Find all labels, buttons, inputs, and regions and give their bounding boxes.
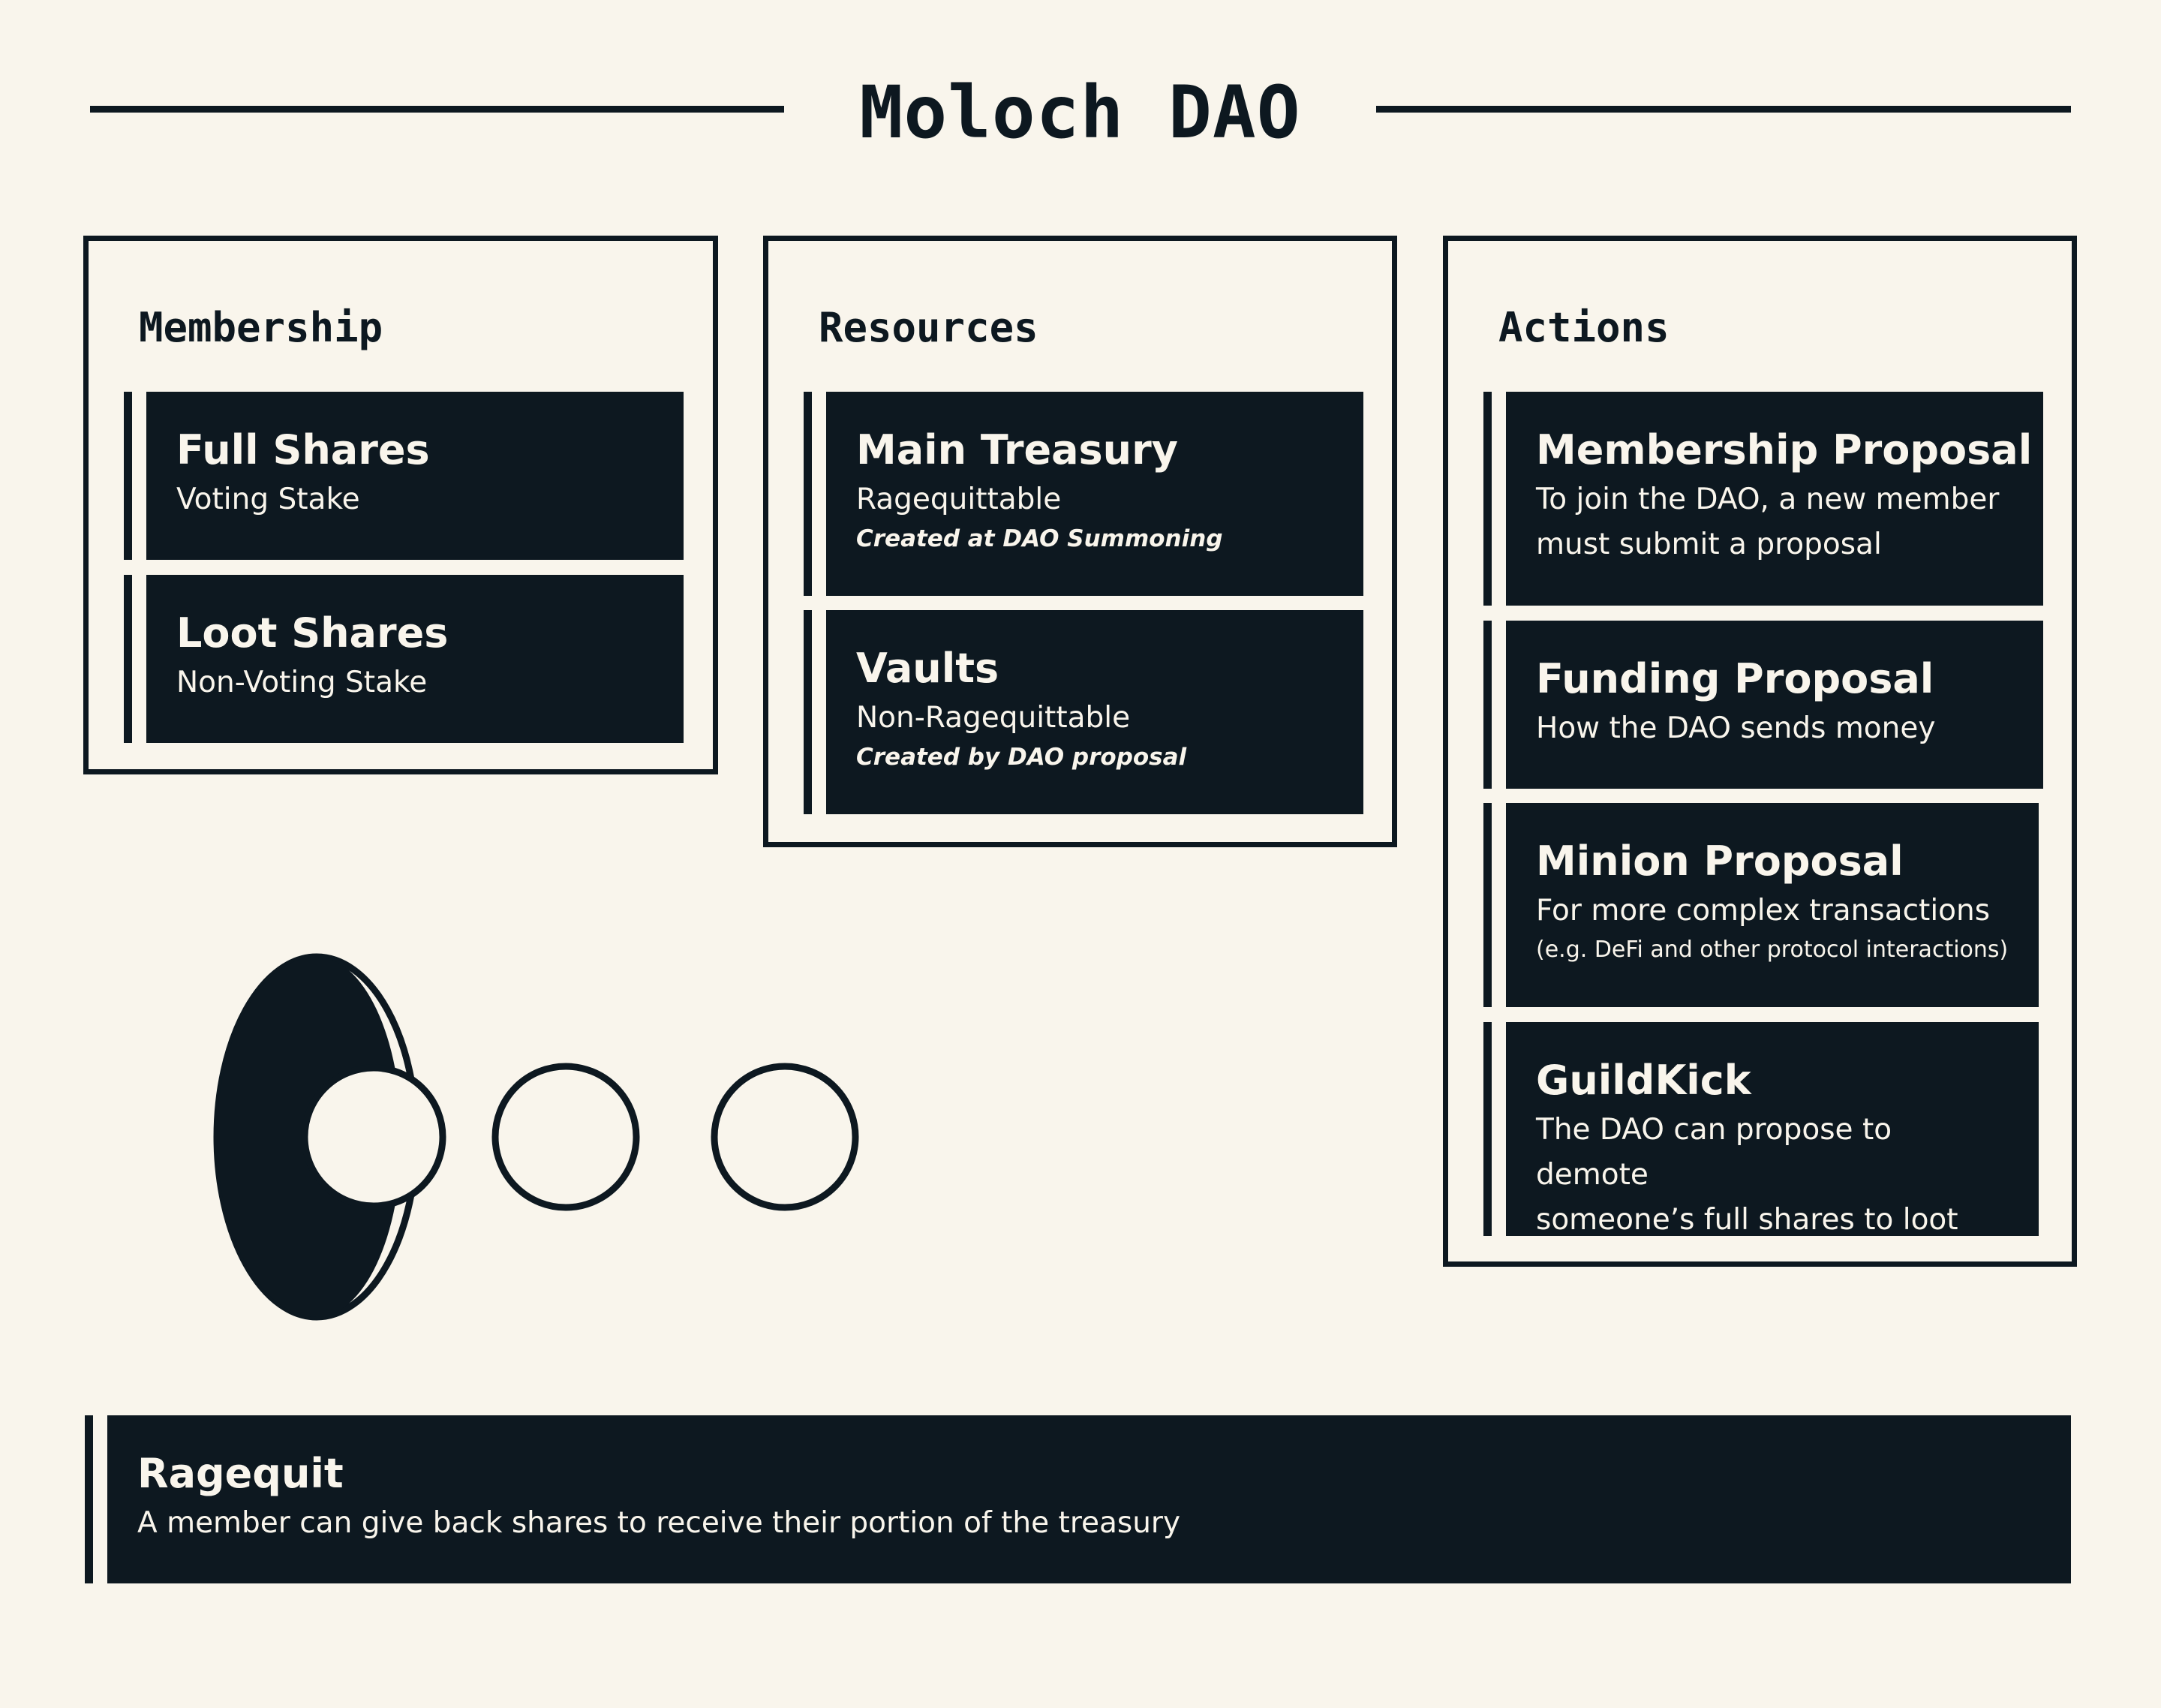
share-circle-icon — [495, 1066, 636, 1207]
card-subtitle: Ragequittable — [856, 483, 1062, 516]
membership-proposal-card — [1483, 392, 2043, 606]
main-treasury-card — [804, 392, 1363, 596]
card-body — [826, 610, 1363, 814]
card-body — [146, 392, 684, 560]
resources-panel-title: Resources — [819, 304, 1038, 351]
ragequit-subtitle: A member can give back shares to receive their portion of the treasury — [137, 1506, 1181, 1540]
card-accent-bar — [804, 392, 812, 596]
resources-panel — [763, 236, 1397, 847]
membership-panel — [83, 236, 718, 774]
card-accent-bar — [124, 575, 132, 743]
share-circle-icon — [714, 1066, 855, 1207]
ragequit-title: Ragequit — [137, 1450, 344, 1497]
card-subtitle: To join the DAO, a new member — [1536, 483, 2000, 516]
card-body — [1506, 1022, 2039, 1236]
ragequit-illustration — [203, 946, 878, 1328]
card-subtitle: Non-Voting Stake — [176, 666, 428, 699]
guildkick-card — [1483, 1022, 2039, 1236]
card-body — [107, 1415, 2071, 1583]
page-title: Moloch DAO — [859, 71, 1301, 155]
card-title: Main Treasury — [856, 426, 1178, 474]
card-accent-bar — [804, 610, 812, 814]
card-body — [826, 392, 1363, 596]
ragequit-banner — [85, 1415, 2071, 1583]
card-note: (e.g. DeFi and other protocol interactions) — [1536, 937, 2009, 963]
loot-shares-card — [124, 575, 684, 743]
card-title: GuildKick — [1536, 1057, 1751, 1104]
card-subtitle: must submit a proposal — [1536, 528, 1882, 561]
title-divider-left — [90, 106, 784, 113]
card-title: Funding Proposal — [1536, 655, 1934, 702]
card-accent-bar — [1483, 621, 1492, 789]
card-body — [1506, 392, 2043, 606]
card-body — [1506, 621, 2043, 789]
card-title: Loot Shares — [176, 609, 449, 657]
card-accent-bar — [1483, 1022, 1492, 1236]
full-shares-card — [124, 392, 684, 560]
membership-panel-title: Membership — [139, 304, 383, 351]
card-body — [1506, 803, 2039, 1007]
share-circle-icon — [305, 1068, 443, 1206]
card-accent-bar — [1483, 803, 1492, 1007]
actions-panel — [1443, 236, 2077, 1267]
card-subtitle: The DAO can propose to demote — [1536, 1113, 1892, 1192]
vaults-card — [804, 610, 1363, 814]
card-subtitle: Voting Stake — [176, 483, 360, 516]
card-subtitle: someone’s full shares to loot — [1536, 1203, 1958, 1237]
card-title: Minion Proposal — [1536, 837, 1904, 885]
card-title: Vaults — [856, 645, 999, 692]
card-accent-bar — [1483, 392, 1492, 606]
card-note: Created at DAO Summoning — [856, 525, 1223, 552]
title-divider-right — [1376, 106, 2071, 113]
card-subtitle: How the DAO sends money — [1536, 711, 1936, 745]
card-body — [146, 575, 684, 743]
funding-proposal-card — [1483, 621, 2043, 789]
card-subtitle: For more complex transactions — [1536, 894, 1991, 928]
card-subtitle: Non-Ragequittable — [856, 701, 1131, 735]
card-accent-bar — [85, 1415, 93, 1583]
minion-proposal-card — [1483, 803, 2039, 1007]
card-note: Created by DAO proposal — [856, 744, 1187, 771]
card-title: Full Shares — [176, 426, 430, 474]
actions-panel-title: Actions — [1498, 304, 1670, 351]
card-accent-bar — [124, 392, 132, 560]
card-title: Membership Proposal — [1536, 426, 2033, 474]
